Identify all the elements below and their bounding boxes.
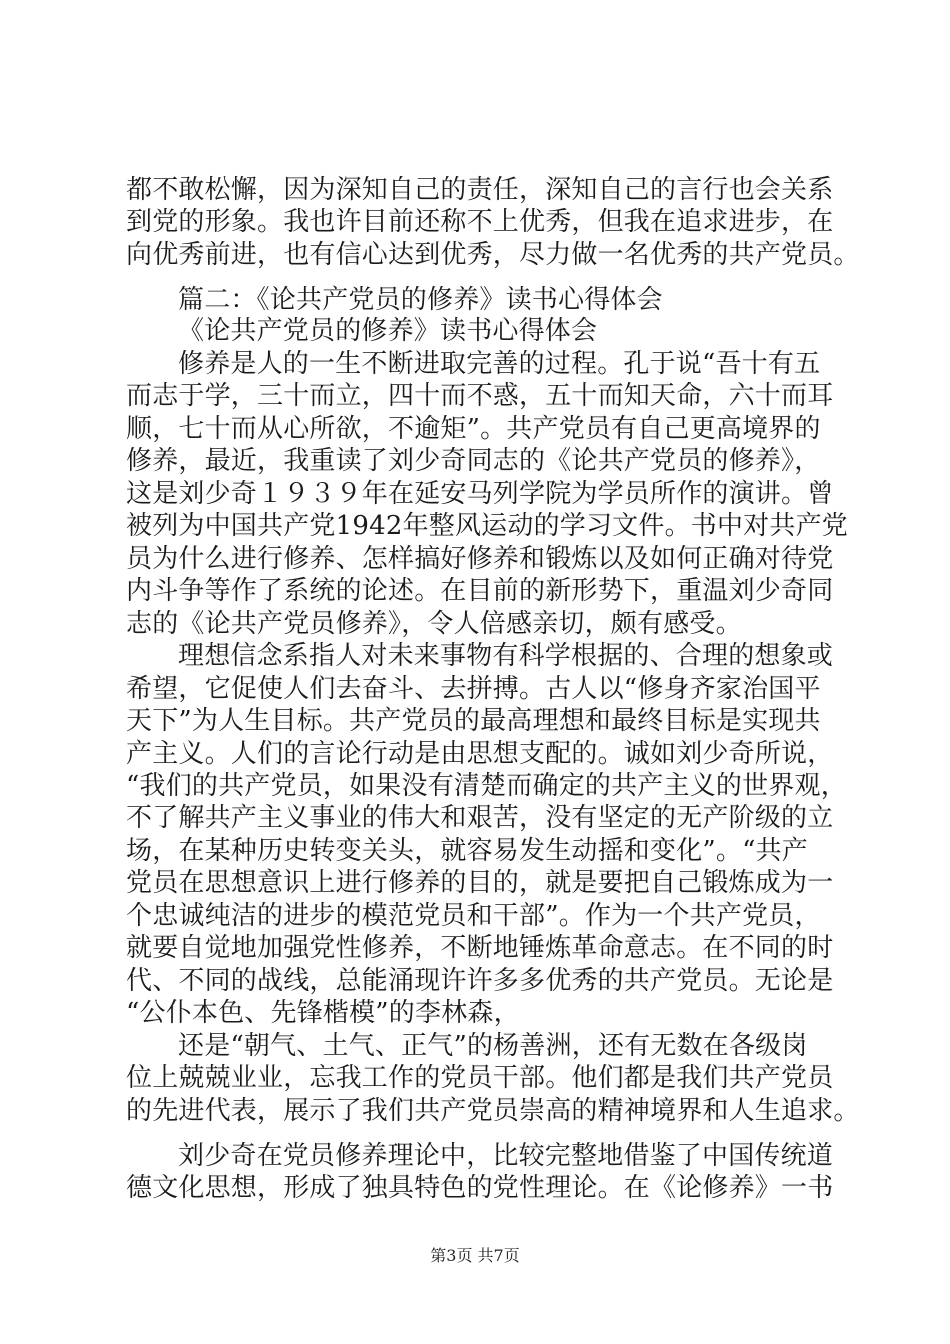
text-line: 修养，最近，我重读了刘少奇同志的《论共产党员的修养》， [126, 446, 821, 476]
text-line: 理想信念系指人对未来事物有科学根据的、合理的想象或 [178, 641, 834, 671]
text-line: “公仆本色、先锋楷模”的李林森， [126, 998, 520, 1028]
text-line: 位上兢兢业业，忘我工作的党员干部。他们都是我们共产党员 [126, 1063, 834, 1093]
text-line: 希望，它促使人们去奋斗、去拼搏。古人以“修身齐家治国平 [126, 674, 821, 704]
text-line: 这是刘少奇１９３９年在延安马列学院为学员所作的演讲。曾 [126, 479, 834, 509]
text-line: 代、不同的战线，总能涌现许许多多优秀的共产党员。无论是 [126, 966, 834, 996]
text-line: 德文化思想，形成了独具特色的党性理论。在《论修养》一书 [126, 1173, 834, 1203]
text-line: 志的《论共产党员修养》，令人倍感亲切，颇有感受。 [126, 609, 742, 639]
text-line: 员为什么进行修养、怎样搞好修养和锻炼以及如何正确对待党 [126, 544, 834, 574]
text-line: 个忠诚纯洁的进步的模范党员和干部”。作为一个共产党员， [126, 901, 821, 931]
text-line: 向优秀前进，也有信心达到优秀，尽力做一名优秀的共产党员。 [126, 240, 860, 270]
text-line: 都不敢松懈，因为深知自己的责任，深知自己的言行也会关系 [126, 175, 834, 205]
text-line: 产主义。人们的言论行动是由思想支配的。诚如刘少奇所说， [126, 739, 834, 769]
section-heading: 篇二：《论共产党员的修养》读书心得体会 [178, 285, 663, 315]
text-line: 到党的形象。我也许目前还称不上优秀，但我在追求进步，在 [126, 207, 834, 237]
text-line: 修养是人的一生不断进取完善的过程。孔于说“吾十有五 [178, 349, 821, 379]
text-line: 天下”为人生目标。共产党员的最高理想和最终目标是实现共 [126, 706, 821, 736]
page-footer: 第3页 共7页 [430, 1246, 520, 1265]
text-line: “我们的共产党员，如果没有清楚而确定的共产主义的世界观， [126, 771, 847, 801]
text-line: 党员在思想意识上进行修养的目的，就是要把自己锻炼成为一 [126, 868, 834, 898]
article-title: 《论共产党员的修养》读书心得体会 [178, 316, 598, 346]
text-line: 还是“朝气、土气、正气”的杨善洲，还有无数在各级岗 [178, 1031, 808, 1061]
text-line: 不了解共产主义事业的伟大和艰苦，没有坚定的无产阶级的立 [126, 803, 834, 833]
text-line: 顺，七十而从心所欲，不逾矩”。共产党员有自己更高境界的 [126, 414, 821, 444]
text-line: 的先进代表，展示了我们共产党员崇高的精神境界和人生追求。 [126, 1096, 860, 1126]
text-line: 场，在某种历史转变关头，就容易发生动摇和变化”。“共产 [126, 836, 808, 866]
text-line: 而志于学，三十而立，四十而不惑，五十而知天命，六十而耳 [126, 381, 834, 411]
text-line: 就要自觉地加强党性修养，不断地锤炼革命意志。在不同的时 [126, 933, 834, 963]
text-line: 内斗争等作了系统的论述。在目前的新形势下，重温刘少奇同 [126, 576, 834, 606]
text-line: 被列为中国共产党1942年整风运动的学习文件。书中对共产党 [126, 511, 848, 541]
text-line: 刘少奇在党员修养理论中，比较完整地借鉴了中国传统道 [178, 1141, 834, 1171]
